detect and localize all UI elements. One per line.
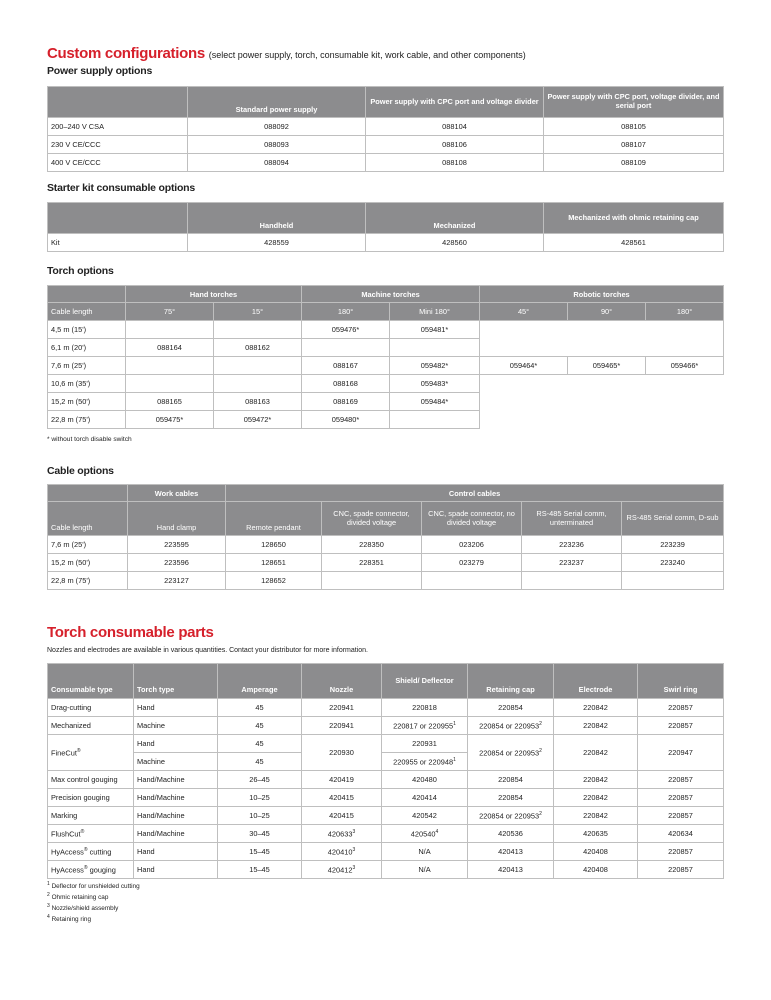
table-cell: 220857: [638, 789, 724, 807]
table-cell: 088168: [302, 375, 390, 393]
table-cell: 220947: [638, 735, 724, 771]
table-cell: 15–45: [218, 843, 302, 861]
table-cell: 088167: [302, 357, 390, 375]
table-cell: 088105: [544, 118, 724, 136]
cell-text: 220854 or 220953: [479, 748, 540, 758]
table-cell: 10–25: [218, 789, 302, 807]
table-cell: [126, 375, 214, 393]
table-cell: 10,6 m (35'): [48, 375, 126, 393]
table-header: [48, 203, 188, 234]
table-header: Nozzle: [302, 664, 382, 699]
table-cell: 220842: [554, 717, 638, 735]
table-row: [48, 572, 724, 590]
table-cell: 220941: [302, 717, 382, 735]
table-cell: N/A: [382, 861, 468, 879]
table-cell: 223127: [128, 572, 226, 590]
table-header: Amperage: [218, 664, 302, 699]
table-cell: 45: [218, 717, 302, 735]
table-cell: 059480*: [302, 411, 390, 429]
table-cell: 128652: [226, 572, 322, 590]
table-cell: [214, 357, 302, 375]
table-cell: 22,8 m (75'): [48, 572, 128, 590]
footnote: [47, 880, 140, 891]
table-cell: 220854: [468, 789, 554, 807]
table-row: [48, 825, 724, 843]
table-cell: [480, 375, 724, 429]
table-row: [48, 789, 724, 807]
footnote: [47, 891, 140, 902]
table-cell: 220842: [554, 807, 638, 825]
table-cell: 22,8 m (75'): [48, 411, 126, 429]
table-row: [48, 771, 724, 789]
cell-text: HyAccess: [51, 865, 84, 875]
table-cell: 6,1 m (20'): [48, 339, 126, 357]
footnote: [47, 902, 140, 913]
table-cell: 220842: [554, 699, 638, 717]
table-row: [48, 861, 724, 879]
table-header: Robotic torches: [480, 286, 724, 303]
table-cell: Hand/Machine: [134, 807, 218, 825]
table-cell: 15,2 m (50'): [48, 554, 128, 572]
table-cell: [468, 717, 554, 735]
table-cell: 059475*: [126, 411, 214, 429]
table-header: Electrode: [554, 664, 638, 699]
trademark: ®: [76, 747, 81, 754]
power-title: Power supply options: [47, 65, 153, 77]
table-row: [48, 717, 724, 735]
table-cell: 223239: [622, 536, 724, 554]
table-cell: Hand/Machine: [134, 825, 218, 843]
table-cell: [214, 375, 302, 393]
table-cell: 223595: [128, 536, 226, 554]
table-header: Cable length: [48, 502, 128, 536]
table-cell: 223236: [522, 536, 622, 554]
table-cell: 059483*: [390, 375, 480, 393]
table-cell: N/A: [382, 843, 468, 861]
table-cell: Hand: [134, 699, 218, 717]
table-cell: 220857: [638, 699, 724, 717]
table-row: [48, 118, 724, 136]
table-header: 180°: [302, 303, 390, 321]
table-header: 45°: [480, 303, 568, 321]
table-header: Work cables: [128, 485, 226, 502]
table-cell: 420415: [302, 807, 382, 825]
table-row: [48, 807, 724, 825]
table-cell: 220941: [302, 699, 382, 717]
table-cell: 10–25: [218, 807, 302, 825]
table-header: Cable length: [48, 303, 126, 321]
footnotes: [47, 880, 140, 925]
torch-table: [47, 285, 724, 429]
table-header: Standard power supply: [188, 87, 366, 118]
table-header: Mechanized: [366, 203, 544, 234]
table-cell: 088108: [366, 154, 544, 172]
table-cell: 220857: [638, 717, 724, 735]
table-cell: [302, 825, 382, 843]
table-cell: [48, 843, 134, 861]
table-cell: Machine: [134, 753, 218, 771]
table-cell: 088109: [544, 154, 724, 172]
section-title-custom: [47, 45, 526, 62]
table-header: Mini 180°: [390, 303, 480, 321]
table-cell: 088165: [126, 393, 214, 411]
table-cell: 420635: [554, 825, 638, 843]
table-cell: 45: [218, 753, 302, 771]
table-cell: 45: [218, 735, 302, 753]
table-header-row: [48, 87, 724, 118]
cable-title: Cable options: [47, 465, 114, 477]
table-cell: [302, 843, 382, 861]
table-cell: [302, 861, 382, 879]
table-cell: [48, 861, 134, 879]
table-cell: [422, 572, 522, 590]
table-cell: Hand/Machine: [134, 789, 218, 807]
table-row: [48, 699, 724, 717]
table-header: 90°: [568, 303, 646, 321]
table-header: Consumable type: [48, 664, 134, 699]
table-cell: 428561: [544, 234, 724, 252]
table-cell: 088164: [126, 339, 214, 357]
table-header: [48, 286, 126, 303]
table-cell: [126, 357, 214, 375]
table-cell: 7,6 m (25'): [48, 536, 128, 554]
table-cell: 128651: [226, 554, 322, 572]
torch-footnote: * without torch disable switch: [47, 436, 132, 443]
table-cell: [468, 735, 554, 771]
table-cell: 088163: [214, 393, 302, 411]
custom-subtitle: (select power supply, torch, consumable kit, work cable, and other components): [208, 50, 526, 60]
table-header: CNC, spade connector, no divided voltage: [422, 502, 522, 536]
table-cell: 223596: [128, 554, 226, 572]
table-cell: 420480: [382, 771, 468, 789]
table-cell: 220842: [554, 735, 638, 771]
table-group-row: [48, 485, 724, 502]
cell-text: 220955 or 220948: [393, 757, 454, 767]
cell-text: 220817 or 220955: [393, 721, 454, 731]
table-cell: 059464*: [480, 357, 568, 375]
table-header-row: [48, 203, 724, 234]
cell-text: gouging: [87, 865, 116, 875]
table-row: [48, 321, 724, 339]
table-cell: 220930: [302, 735, 382, 771]
table-cell: 059472*: [214, 411, 302, 429]
table-cell: [382, 825, 468, 843]
table-header: Torch type: [134, 664, 218, 699]
table-cell: Precision gouging: [48, 789, 134, 807]
starter-title: Starter kit consumable options: [47, 182, 196, 194]
table-cell: Mechanized: [48, 717, 134, 735]
footnote-text: Ohmic retaining cap: [51, 894, 109, 902]
table-cell: Kit: [48, 234, 188, 252]
table-cell: 45: [218, 699, 302, 717]
table-cell: 088092: [188, 118, 366, 136]
table-header: RS-485 Serial comm, D-sub: [622, 502, 724, 536]
table-header-row: [48, 502, 724, 536]
cell-text: 420410: [327, 847, 353, 857]
table-header: [48, 485, 128, 502]
table-cell: 059481*: [390, 321, 480, 339]
table-cell: 420634: [638, 825, 724, 843]
cell-text: HyAccess: [51, 847, 84, 857]
table-cell: Machine: [134, 717, 218, 735]
table-cell: 420536: [468, 825, 554, 843]
cell-text: 220854 or 220953: [479, 811, 540, 821]
footnote-number: 3: [47, 903, 50, 910]
table-cell: 220842: [554, 789, 638, 807]
cell-text: 420412: [327, 865, 353, 875]
table-cell: 223240: [622, 554, 724, 572]
table-cell: 420408: [554, 861, 638, 879]
table-cell: 223237: [522, 554, 622, 572]
table-cell: Hand: [134, 843, 218, 861]
table-cell: [322, 572, 422, 590]
consumables-title: Torch consumable parts: [47, 624, 214, 641]
table-header: 180°: [646, 303, 724, 321]
table-cell: 15–45: [218, 861, 302, 879]
footnote-number: 4: [47, 914, 50, 921]
power-table: [47, 86, 724, 172]
footnote-text: Deflector for unshielded cutting: [51, 883, 140, 891]
table-row: [48, 154, 724, 172]
cable-table: [47, 484, 724, 590]
table-header: Swirl ring: [638, 664, 724, 699]
table-cell: [48, 735, 134, 771]
table-row: [48, 234, 724, 252]
table-row: [48, 843, 724, 861]
table-cell: 088093: [188, 136, 366, 154]
table-cell: 220857: [638, 843, 724, 861]
table-cell: 059476*: [302, 321, 390, 339]
table-cell: 420408: [554, 843, 638, 861]
table-cell: 420419: [302, 771, 382, 789]
table-cell: 220857: [638, 771, 724, 789]
cell-text: FineCut: [51, 748, 77, 758]
footnote-text: Nozzle/shield assembly: [51, 905, 119, 913]
table-cell: [48, 825, 134, 843]
table-cell: 420413: [468, 861, 554, 879]
table-row: [48, 357, 724, 375]
table-cell: 7,6 m (25'): [48, 357, 126, 375]
table-cell: 420413: [468, 843, 554, 861]
table-cell: 420415: [302, 789, 382, 807]
custom-title: Custom configurations: [47, 45, 205, 62]
table-cell: 220857: [638, 807, 724, 825]
table-cell: [390, 339, 480, 357]
table-cell: 15,2 m (50'): [48, 393, 126, 411]
table-cell: 059482*: [390, 357, 480, 375]
trademark: ®: [80, 828, 85, 835]
table-cell: Hand: [134, 735, 218, 753]
table-cell: [214, 321, 302, 339]
table-header: 75°: [126, 303, 214, 321]
table-cell: Hand/Machine: [134, 771, 218, 789]
table-cell: 428559: [188, 234, 366, 252]
table-header: Power supply with CPC port, voltage divider, and serial port: [544, 87, 724, 118]
table-cell: 088106: [366, 136, 544, 154]
table-group-row: [48, 286, 724, 303]
table-row: [48, 375, 724, 393]
table-cell: 200–240 V CSA: [48, 118, 188, 136]
table-cell: [522, 572, 622, 590]
trademark: ®: [83, 846, 88, 853]
cell-text: 420540: [410, 829, 436, 839]
table-row: [48, 536, 724, 554]
table-cell: [126, 321, 214, 339]
cell-text: 420633: [327, 829, 353, 839]
torch-title: Torch options: [47, 265, 114, 277]
table-cell: 023206: [422, 536, 522, 554]
table-cell: 228350: [322, 536, 422, 554]
table-header: Remote pendant: [226, 502, 322, 536]
table-cell: [480, 321, 724, 357]
table-row: [48, 735, 724, 753]
table-cell: Hand: [134, 861, 218, 879]
table-cell: [382, 717, 468, 735]
table-cell: 088107: [544, 136, 724, 154]
table-header: Shield/ Deflector: [382, 664, 468, 699]
footnote-ref: 1: [453, 756, 456, 763]
table-cell: 230 V CE/CCC: [48, 136, 188, 154]
consumables-table: [47, 663, 724, 879]
table-cell: 088104: [366, 118, 544, 136]
footnote-ref: 3: [352, 828, 356, 835]
table-header: [48, 87, 188, 118]
table-cell: 420414: [382, 789, 468, 807]
table-row: [48, 554, 724, 572]
table-row: [48, 136, 724, 154]
table-cell: 26–45: [218, 771, 302, 789]
footnote-number: 1: [47, 881, 50, 887]
table-cell: 023279: [422, 554, 522, 572]
table-cell: 059484*: [390, 393, 480, 411]
table-cell: 428560: [366, 234, 544, 252]
consumables-note: Nozzles and electrodes are available in various quantities. Contact your distributor for more information.: [47, 647, 368, 654]
table-cell: 088162: [214, 339, 302, 357]
footnote-ref: 2: [539, 720, 542, 727]
table-header: Hand clamp: [128, 502, 226, 536]
table-cell: 220854: [468, 699, 554, 717]
footnote-ref: 3: [352, 846, 356, 853]
table-cell: 420542: [382, 807, 468, 825]
footnote-text: Retaining ring: [51, 916, 91, 924]
table-cell: 088094: [188, 154, 366, 172]
table-cell: [468, 807, 554, 825]
footnote-ref: 2: [539, 810, 542, 817]
trademark: ®: [83, 864, 88, 871]
table-cell: 220857: [638, 861, 724, 879]
table-header: Retaining cap: [468, 664, 554, 699]
footnote-ref: 2: [539, 747, 542, 754]
table-cell: 128650: [226, 536, 322, 554]
footnote-ref: 1: [453, 720, 456, 727]
table-cell: 30–45: [218, 825, 302, 843]
table-cell: Max control gouging: [48, 771, 134, 789]
table-cell: 220818: [382, 699, 468, 717]
table-cell: 400 V CE/CCC: [48, 154, 188, 172]
table-cell: [390, 411, 480, 429]
table-header: Machine torches: [302, 286, 480, 303]
table-header-row: [48, 664, 724, 699]
table-cell: 228351: [322, 554, 422, 572]
footnote: [47, 913, 140, 924]
footnote-number: 2: [47, 892, 50, 899]
table-cell: 059466*: [646, 357, 724, 375]
table-header: 15°: [214, 303, 302, 321]
table-cell: 220842: [554, 771, 638, 789]
footnote-ref: 3: [352, 864, 356, 871]
footnote-ref: 4: [435, 828, 439, 835]
table-cell: 059465*: [568, 357, 646, 375]
table-header: Handheld: [188, 203, 366, 234]
table-cell: Drag-cutting: [48, 699, 134, 717]
table-cell: [302, 339, 390, 357]
table-cell: Marking: [48, 807, 134, 825]
table-cell: [622, 572, 724, 590]
cell-text: cutting: [87, 847, 112, 857]
table-cell: 220854: [468, 771, 554, 789]
table-header: CNC, spade connector, divided voltage: [322, 502, 422, 536]
table-cell: 220931: [382, 735, 468, 753]
table-cell: 4,5 m (15'): [48, 321, 126, 339]
table-header-row: [48, 303, 724, 321]
table-header: Mechanized with ohmic retaining cap: [544, 203, 724, 234]
starter-table: [47, 202, 724, 252]
table-header: Power supply with CPC port and voltage divider: [366, 87, 544, 118]
table-header: Control cables: [226, 485, 724, 502]
table-cell: [382, 753, 468, 771]
table-header: RS-485 Serial comm, unterminated: [522, 502, 622, 536]
table-cell: 088169: [302, 393, 390, 411]
table-header: Hand torches: [126, 286, 302, 303]
cell-text: 220854 or 220953: [479, 721, 540, 731]
cell-text: FlushCut: [51, 829, 81, 839]
